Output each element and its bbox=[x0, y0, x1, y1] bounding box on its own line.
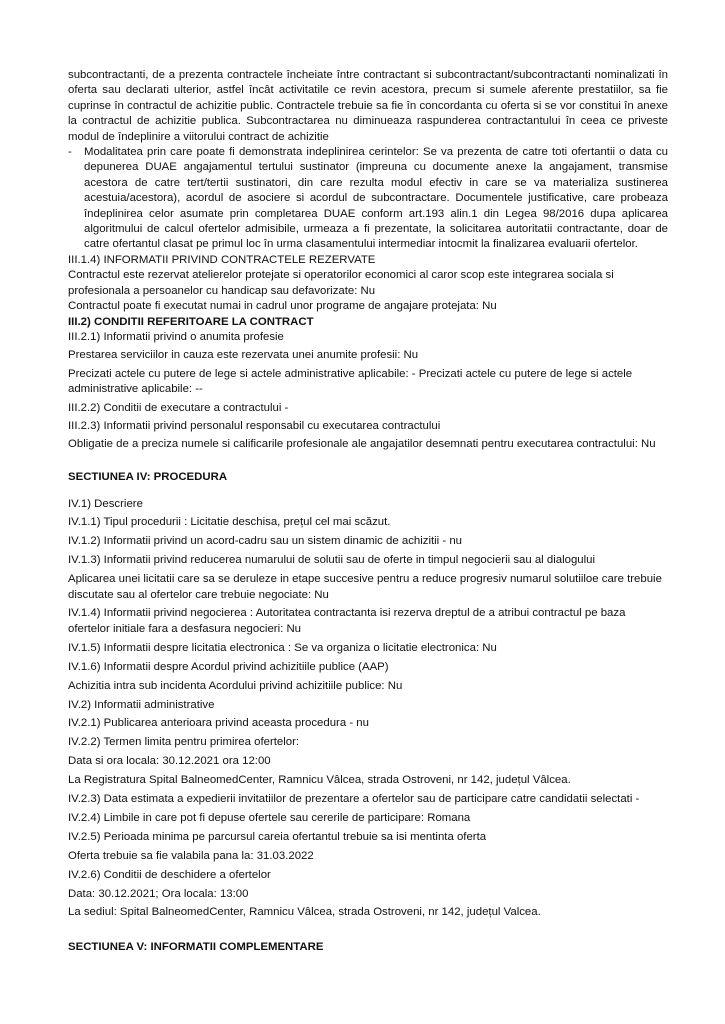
reserved-contract-line-2: Contractul poate fi executat numai in cadrul unor programe de angajare protejata: Nu bbox=[68, 300, 497, 313]
requirements-bullet bbox=[68, 145, 668, 253]
section-iv-line: IV.2) Informatii administrative bbox=[68, 698, 215, 711]
bullet-dash: - bbox=[68, 146, 72, 159]
section-iv-line: IV.1.4) Informatii privind negocierea : Autoritatea contractanta isi rezerva dreptul de a atribui contractul pe baza ofertelor initiale fara a desfasura negocieri: Nu bbox=[68, 607, 626, 635]
section-iv-line: Data si ora locala: 30.12.2021 ora 12:00 bbox=[68, 755, 271, 768]
section-iv-line: Data: 30.12.2021; Ora locala: 13:00 bbox=[68, 887, 249, 900]
applicable-acts-line: Precizati actele cu putere de lege si actele administrative aplicabile: - Precizati actele cu putere de lege si actele administrative aplicabile: -- bbox=[68, 367, 633, 396]
section-iv-line: La Registratura Spital BalneomedCenter, Ramnicu Vâlcea, strada Ostroveni, nr 142, județul Vâlcea. bbox=[68, 774, 571, 787]
section-iv-line: IV.2.4) Limbile in care pot fi depuse ofertele sau cererile de participare: Romana bbox=[68, 811, 471, 824]
section-iv-line: IV.2.3) Data estimata a expedierii invitatiilor de prezentare a ofertelor sau de participare catre candidatii selectati - bbox=[68, 793, 640, 806]
bullet-text: Modalitatea prin care poate fi demonstrata indeplinirea cerintelor: Se va prezenta de catre toti ofertantii o data cu depunerea DUAE angajamentul tertului sustinator (impreuna cu documente anexe la angajament, transmise acestora de catre tert/tertii sustinatori, din care rezulta modul efectiv in care se va materializa sustinerea acestuia/acestora), acordul de asociere si acordul de subcontractare. Documentele justificative, care probeaza îndeplinirea celor asumate prin completarea DUAE conform art.193 alin.1 din Legea 98/2016 dupa aplicarea algoritmului de calcul ofertelor admisibile, urmeaza a fi prezentate, la solicitarea autoritatii contractante, doar de catre ofertantul clasat pe primul loc în urma clasamentului intermediar intocmit la finalizarea evaluarii ofertelor. bbox=[84, 146, 668, 251]
section-iv-line: IV.2.6) Conditii de deschidere a ofertelor bbox=[68, 868, 271, 881]
section-iv-lines bbox=[68, 497, 668, 921]
section-iv-line: La sediul: Spital BalneomedCenter, Ramnicu Vâlcea, strada Ostroveni, nr 142, județul Valcea. bbox=[68, 906, 541, 919]
subcontracting-paragraph: subcontractanti, de a prezenta contractele încheiate între contractant si subcontractant/subcontractanti nominalizati în oferta sau declarati ulterior, astfel încât activitatile ce revin acestora, precum si sumele aferente prestatiilor, sa fie cuprinse în contractul de achizitie public. Contractele trebuie sa fie în concordanta cu oferta si se vor constitui în anexe la contractul de achizitie publica. Subcontractarea nu diminueaza raspunderea contractantului în ceea ce priveste modul de îndeplinire a viitorului contract de achizitie bbox=[68, 69, 668, 143]
execution-conditions-line: III.2.2) Conditii de executare a contractului - bbox=[68, 401, 289, 414]
section-iv-line: IV.1.3) Informatii privind reducerea numarului de solutii sau de oferte in timpul negocierii sau al dialogului bbox=[68, 554, 596, 567]
section-iv-line: IV.1.2) Informatii privind un acord-cadru sau un sistem dinamic de achizitii - nu bbox=[68, 535, 463, 548]
reserved-contracts-heading: III.1.4) INFORMATII PRIVIND CONTRACTELE REZERVATE bbox=[68, 253, 376, 266]
section-iv-heading: SECTIUNEA IV: PROCEDURA bbox=[68, 470, 228, 483]
profession-reserved-line: Prestarea serviciilor in cauza este rezervata unei anumite profesii: Nu bbox=[68, 349, 419, 362]
top-block bbox=[68, 68, 668, 453]
section-iv-line: Achizitia intra sub incidenta Acordului privind achizitiile publice: Nu bbox=[68, 679, 403, 692]
personnel-info-heading: III.2.3) Informatii privind personalul responsabil cu executarea contractului bbox=[68, 419, 441, 432]
section-iv-line: IV.2.5) Perioada minima pe parcursul careia ofertantul trebuie sa isi mentinta oferta bbox=[68, 830, 487, 843]
section-iv-line: Aplicarea unei licitatii care sa se deruleze in etape succesive pentru a reduce progresiv numarul solutiiloe care trebuie discutate sau al ofertelor care trebuie negociate: Nu bbox=[68, 573, 662, 601]
personnel-obligation-line: Obligatie de a preciza numele si calificarile profesionale ale angajatilor desemnati pentru executarea contractului: Nu bbox=[68, 438, 656, 451]
section-iv-line: IV.1.5) Informatii despre licitatia electronica : Se va organiza o licitatie electronica: Nu bbox=[68, 641, 497, 654]
section-iv-line: IV.2.1) Publicarea anterioara privind aceasta procedura - nu bbox=[68, 717, 369, 730]
contract-conditions-heading: III.2) CONDITII REFERITOARE LA CONTRACT bbox=[68, 315, 314, 328]
section-v-heading: SECTIUNEA V: INFORMATII COMPLEMENTARE bbox=[68, 940, 324, 953]
section-iv-line: Oferta trebuie sa fie valabila pana la: 31.03.2022 bbox=[68, 849, 314, 862]
profession-info-heading: III.2.1) Informatii privind o anumita profesie bbox=[68, 330, 284, 343]
section-iv-line: IV.1.1) Tipul procedurii : Licitatie deschisa, prețul cel mai scăzut. bbox=[68, 516, 391, 529]
reserved-contract-line-1: Contractul este rezervat atelierelor protejate si operatorilor economici al caror scop este integrarea sociala si profesionala a persoanelor cu handicap sau defavorizate: Nu bbox=[68, 269, 614, 297]
section-iv-line: IV.1.6) Informatii despre Acordul privind achizitiile publice (AAP) bbox=[68, 660, 389, 673]
document-body bbox=[68, 68, 668, 967]
section-iv-line: IV.1) Descriere bbox=[68, 497, 143, 510]
section-iv-line: IV.2.2) Termen limita pentru primirea ofertelor: bbox=[68, 736, 300, 749]
